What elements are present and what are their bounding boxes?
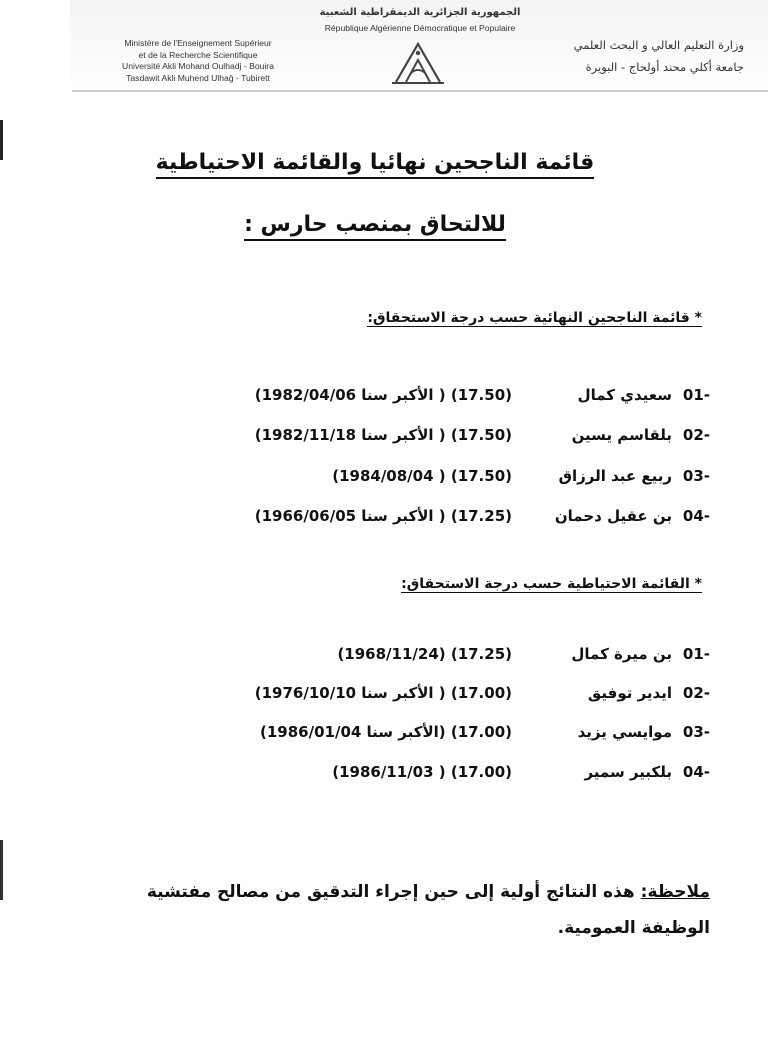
candidate-name: ايدير توفيق (587, 684, 672, 702)
row-number: -04 (682, 763, 710, 781)
institution-line: Ministère de l'Enseignement Supérieur (124, 38, 272, 48)
note-text: هذه النتائج أولية إلى حين إجراء التدقيق من مصالح مفتشية الوظيفة العمومية. (146, 882, 710, 938)
scan-edge-mark (0, 840, 3, 900)
row-number: -04 (682, 507, 710, 525)
row-number: -03 (682, 467, 710, 485)
final-list-heading: * قائمة الناجحين النهائية حسب درجة الاستحقاق: (367, 310, 702, 326)
note-paragraph (120, 874, 710, 946)
reserve-list-row (150, 645, 710, 671)
row-number: -01 (682, 386, 710, 404)
university-arabic: جامعة أكلي محند أولحاج - البويرة (585, 60, 744, 74)
candidate-score-details: (17.50) ( الأكبر سنا 1982/04/06) (254, 386, 512, 404)
row-number: -02 (682, 426, 710, 444)
candidate-score-details: (17.25) (1968/11/24) (337, 645, 512, 663)
university-logo (388, 40, 448, 86)
row-number: -01 (682, 645, 710, 663)
candidate-name: موايسي يزيد (577, 723, 672, 741)
candidate-name: سعيدي كمال (577, 386, 672, 404)
page-title-text: قائمة الناجحين نهائيا والقائمة الاحتياطية (156, 150, 595, 179)
page-subtitle (200, 212, 550, 237)
row-number: -03 (682, 723, 710, 741)
ministry-arabic: وزارة التعليم العالي و البحث العلمي (573, 38, 744, 52)
final-list-row (150, 386, 710, 412)
candidate-score-details: (17.50) ( 1984/08/04) (332, 467, 512, 485)
reserve-list-row (150, 723, 710, 749)
institution-line: et de la Recherche Scientifique (138, 49, 258, 60)
page-subtitle-text: للالتحاق بمنصب حارس : (244, 212, 506, 241)
final-list-row (150, 507, 710, 533)
reserve-list-row (150, 684, 710, 710)
candidate-score-details: (17.25) ( الأكبر سنا 1966/06/05) (254, 507, 512, 525)
note-label: ملاحظة: (640, 882, 710, 902)
scan-edge-mark (0, 120, 3, 160)
republic-arabic: الجمهورية الجزائرية الديمقراطية الشعبية (319, 7, 521, 18)
candidate-score-details: (17.00) ( 1986/11/03) (332, 763, 512, 781)
page-title (150, 150, 600, 175)
header-divider (72, 90, 768, 92)
candidate-name: ربيع عبد الرزاق (558, 467, 672, 485)
candidate-name: بلكبير سمير (584, 763, 672, 781)
final-list-row (150, 467, 710, 493)
institution-line: Université Akli Mohand Oulhadj - Bouira (122, 61, 274, 71)
candidate-name: بن عقيل دحمان (554, 507, 672, 525)
republic-french: République Algérienne Démocratique et Populaire (324, 23, 516, 33)
institution-line: Tasdawit Akli Muhend Ulhaǧ - Tubirett (126, 72, 270, 83)
institution-french-block (92, 38, 304, 84)
final-list-row (150, 426, 710, 452)
candidate-score-details: (17.00) (الأكبر سنا 1986/01/04) (260, 723, 512, 741)
candidate-score-details: (17.50) ( الأكبر سنا 1982/11/18) (254, 426, 512, 444)
candidate-score-details: (17.00) ( الأكبر سنا 1976/10/10) (254, 684, 512, 702)
reserve-list-heading: * القائمة الاحتياطية حسب درجة الاستحقاق: (401, 576, 702, 592)
row-number: -02 (682, 684, 710, 702)
candidate-name: بلقاسم يسين (571, 426, 672, 444)
reserve-list-row (150, 763, 710, 789)
candidate-name: بن ميرة كمال (571, 645, 672, 663)
